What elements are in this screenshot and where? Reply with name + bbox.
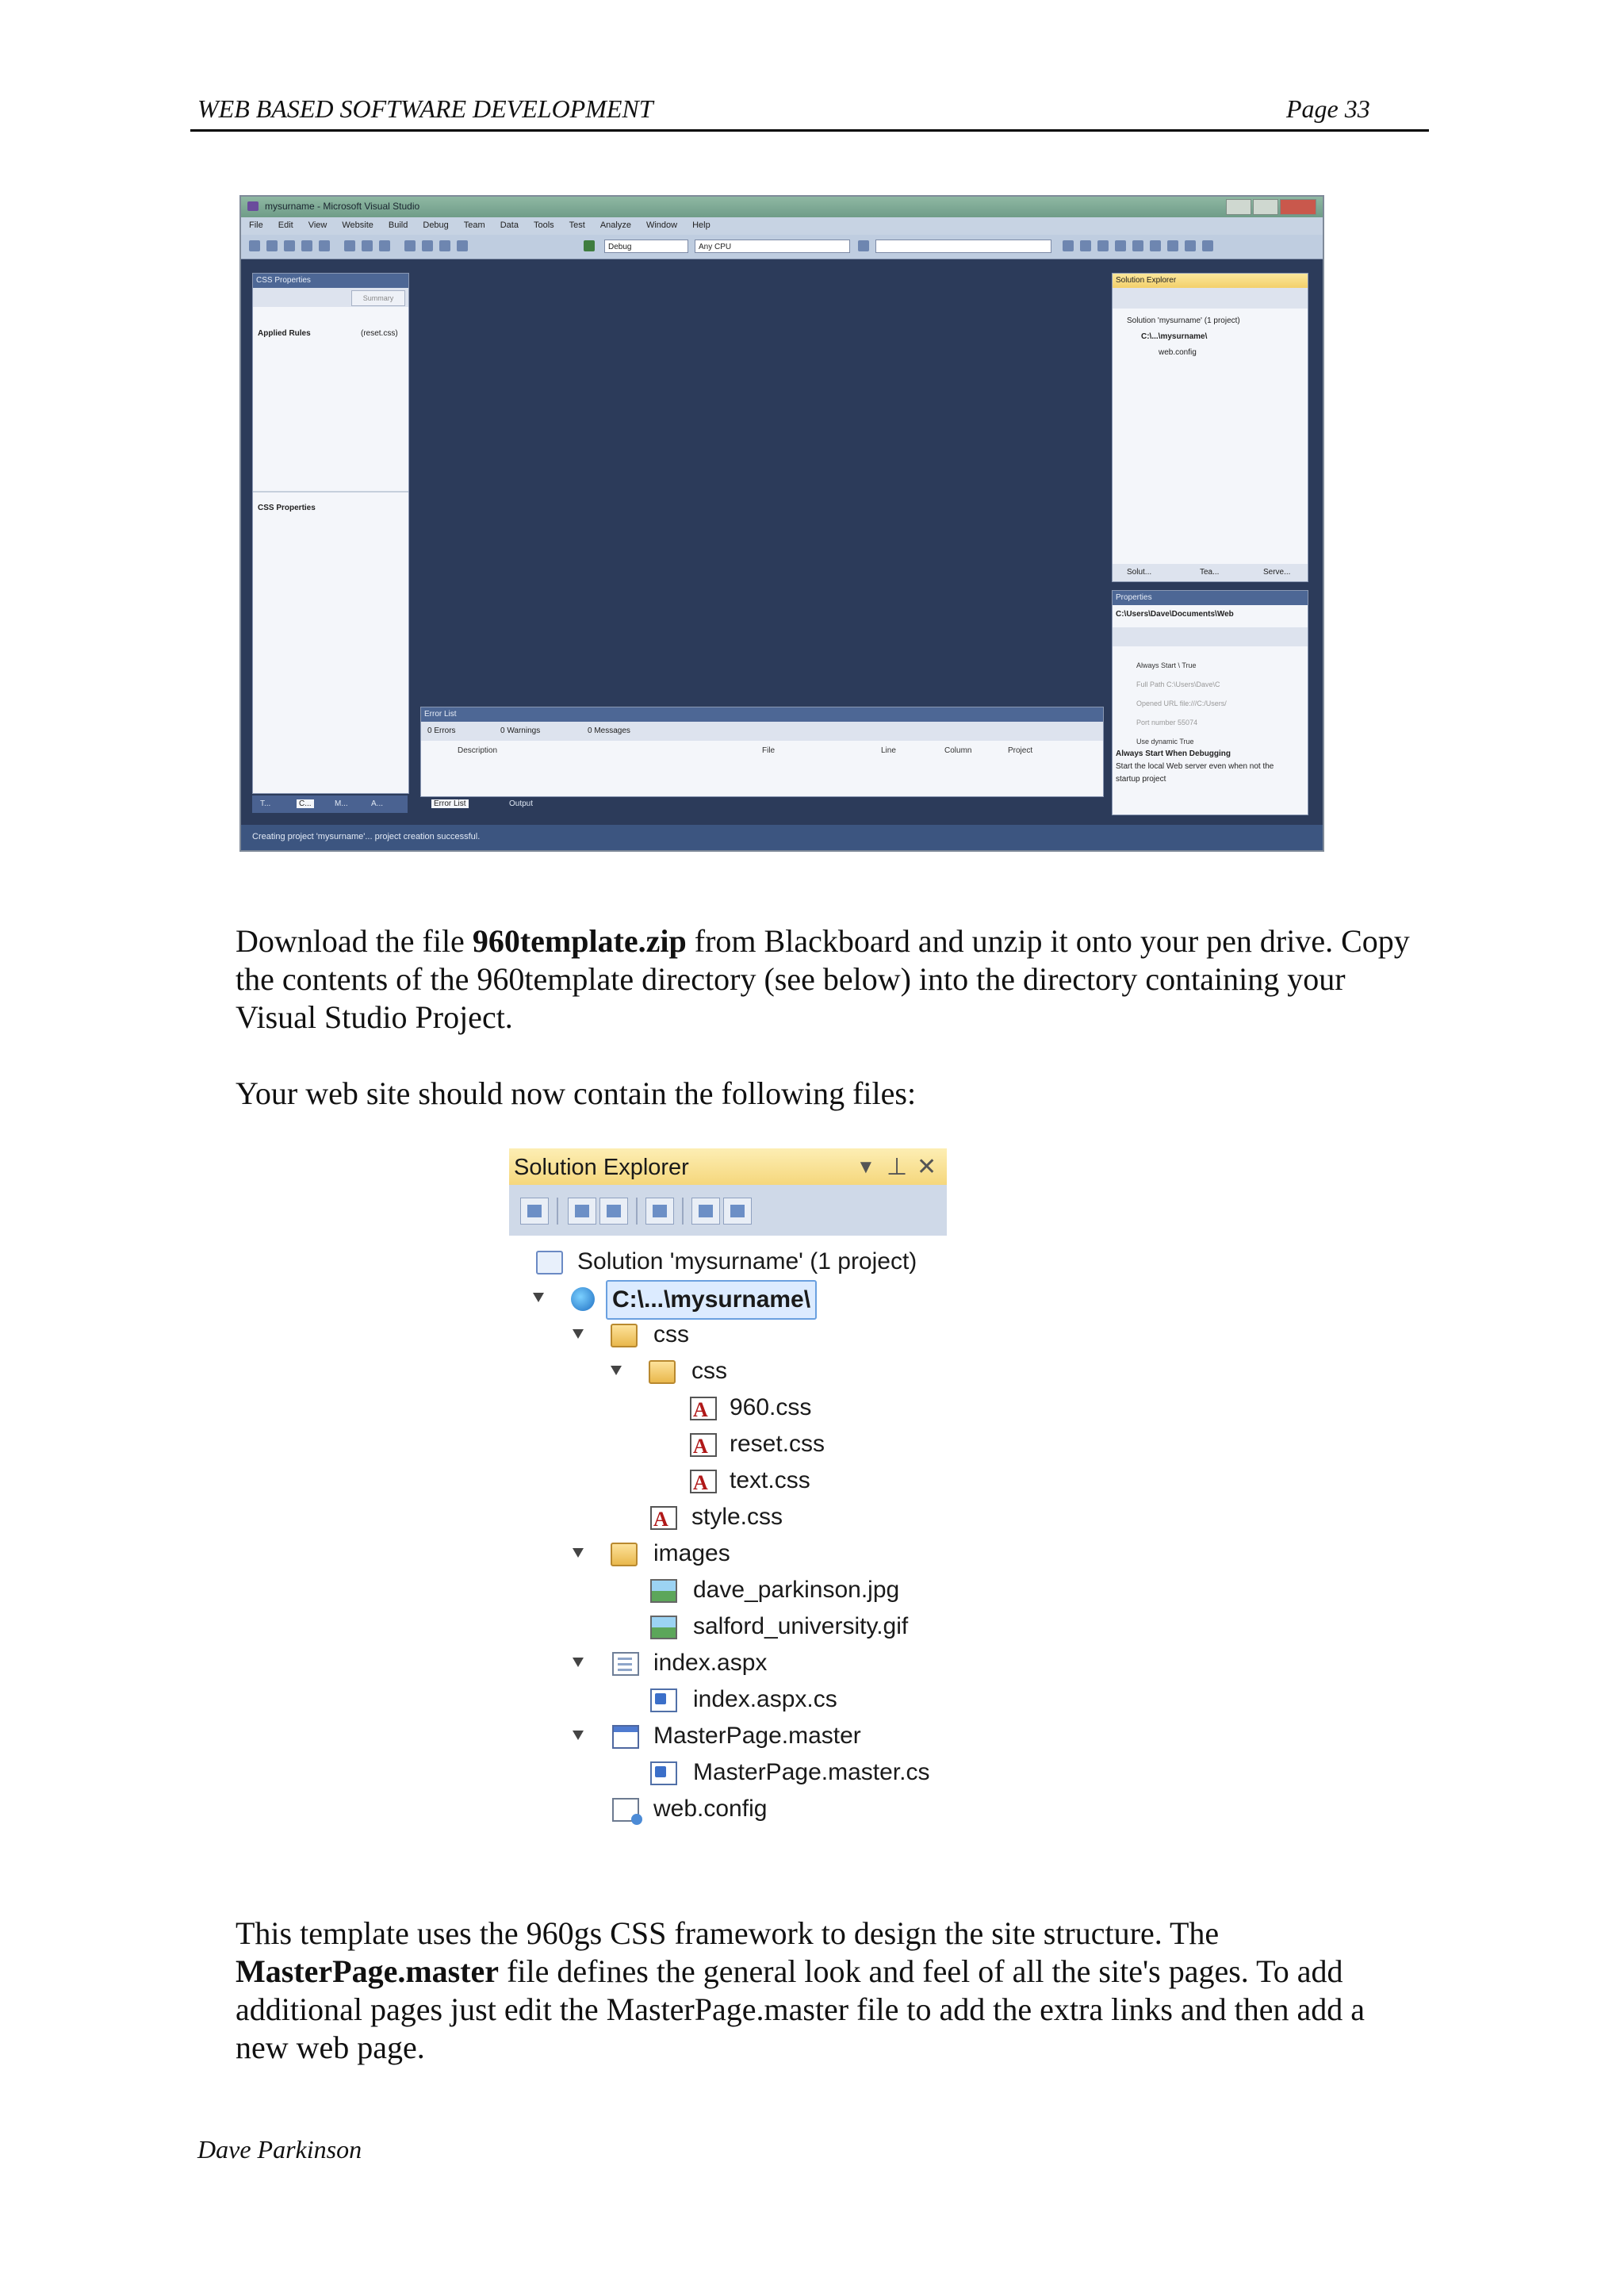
- error-list-tab[interactable]: Error List: [431, 799, 469, 808]
- visual-studio-screenshot: [239, 195, 1324, 852]
- tree-item-label: salford_university.gif: [693, 1613, 909, 1639]
- dropdown-icon[interactable]: ▼: [856, 1156, 875, 1178]
- aspx-page-icon: [612, 1652, 639, 1676]
- paragraph-template-description: [236, 1915, 1425, 2067]
- tree-item-label: images: [653, 1540, 730, 1566]
- properties-pane: [1112, 590, 1308, 815]
- menu-data[interactable]: Data: [500, 220, 519, 230]
- property-name: Port number: [1136, 719, 1176, 726]
- expand-arrow-icon[interactable]: [611, 1366, 622, 1375]
- copy-icon[interactable]: [362, 240, 373, 251]
- expand-arrow-icon[interactable]: [533, 1293, 544, 1302]
- solution-explorer-pane: [1112, 273, 1308, 582]
- start-page-icon[interactable]: [1150, 240, 1161, 251]
- toolbar-separator: [557, 1198, 558, 1225]
- property-name: Full Path: [1136, 680, 1165, 688]
- property-name: Always Start \: [1136, 661, 1181, 669]
- property-description-title: Always Start When Debugging: [1116, 749, 1231, 758]
- css-properties-label: CSS Properties: [258, 504, 316, 512]
- expand-arrow-icon[interactable]: [573, 1548, 584, 1558]
- menu-debug[interactable]: Debug: [423, 220, 449, 230]
- solution-explorer-titlebar: [509, 1148, 947, 1185]
- tree-item-label: Solution 'mysurname' (1 project): [577, 1248, 917, 1274]
- pane-splitter[interactable]: [253, 491, 408, 493]
- tree-item-label: index.aspx.cs: [693, 1686, 837, 1712]
- text-run: This template uses the 960gs CSS framework to design the site structure. The: [236, 1915, 1220, 1951]
- save-icon[interactable]: [301, 240, 312, 251]
- properties-title: Properties: [1113, 591, 1308, 605]
- view-in-browser-icon[interactable]: [691, 1198, 720, 1225]
- tree-item-label: MasterPage.master: [653, 1723, 861, 1749]
- menu-view[interactable]: View: [308, 220, 327, 230]
- expand-arrow-icon[interactable]: [573, 1658, 584, 1667]
- warnings-filter[interactable]: 0 Warnings: [500, 726, 541, 735]
- property-value: file:///C:/Users/: [1179, 700, 1227, 707]
- column-line[interactable]: Line: [881, 746, 896, 755]
- left-pane-tabs: [252, 795, 408, 813]
- error-list-filters: [421, 722, 1103, 741]
- applied-rules-label: Applied Rules: [258, 329, 311, 338]
- error-list-pane: [420, 707, 1104, 797]
- property-row[interactable]: [1136, 713, 1227, 732]
- save-all-icon[interactable]: [319, 240, 330, 251]
- team-explorer-tab[interactable]: Tea...: [1200, 568, 1220, 577]
- property-value: True: [1179, 738, 1194, 746]
- toolbar-separator: [682, 1198, 684, 1225]
- find-in-files-icon[interactable]: [1063, 240, 1074, 251]
- tree-item-label: reset.css: [730, 1431, 825, 1457]
- solution-explorer-title: Solution Explorer: [1113, 274, 1308, 288]
- css-properties-tab[interactable]: C...: [297, 799, 314, 808]
- folder-open-icon: [611, 1324, 638, 1347]
- error-list-columns: [421, 744, 1103, 760]
- find-combo[interactable]: [875, 240, 1051, 253]
- toolbar-options-icon[interactable]: [1202, 240, 1213, 251]
- tree-item-label: MasterPage.master.cs: [693, 1759, 930, 1785]
- maximize-button[interactable]: [1253, 199, 1278, 215]
- css-file-icon: [690, 1397, 717, 1420]
- web-config-node[interactable]: web.config: [1159, 348, 1197, 357]
- css-file-icon: [690, 1433, 717, 1457]
- zip-filename: 960template.zip: [472, 923, 687, 959]
- vs-window-title: mysurname - Microsoft Visual Studio: [265, 201, 420, 212]
- copy-website-icon[interactable]: [645, 1198, 674, 1225]
- tree-item-label: 960.css: [730, 1394, 812, 1420]
- folder-open-icon: [649, 1360, 676, 1384]
- column-column[interactable]: Column: [944, 746, 972, 755]
- menu-window[interactable]: Window: [645, 220, 678, 230]
- object-browser-icon[interactable]: [1115, 240, 1126, 251]
- tree-item-label: css: [653, 1321, 689, 1347]
- solution-configuration-select[interactable]: Debug: [604, 240, 688, 253]
- text-run: from Blackboard and unzip it onto your pen drive. Copy the contents of the 960template directory (see below) into the directory containing your Visual Studio Project.: [236, 923, 1410, 1035]
- column-file[interactable]: File: [762, 746, 776, 755]
- menu-website[interactable]: Website: [342, 220, 373, 230]
- toolbar-separator: [636, 1198, 638, 1225]
- visual-studio-icon: [247, 201, 259, 211]
- config-file-icon: [612, 1798, 639, 1822]
- solution-explorer-tabs: [1113, 564, 1308, 581]
- expand-arrow-icon[interactable]: [573, 1329, 584, 1339]
- vs-title-bar: [241, 197, 1323, 217]
- property-row[interactable]: [1136, 675, 1227, 694]
- menu-tools[interactable]: Tools: [533, 220, 554, 230]
- property-description-text: Start the local Web server even when not the startup project: [1116, 762, 1274, 784]
- solution-explorer-toolbar: [1113, 288, 1308, 309]
- header-rule: [190, 129, 1429, 132]
- running-header-title: WEB BASED SOFTWARE DEVELOPMENT: [197, 94, 653, 123]
- code-file-icon: [650, 1761, 677, 1785]
- tree-item-label: index.aspx: [653, 1650, 768, 1676]
- column-project[interactable]: Project: [1008, 746, 1033, 755]
- properties-toolbar: [1113, 627, 1308, 646]
- properties-icon[interactable]: [1097, 240, 1109, 251]
- tree-item-label: style.css: [691, 1504, 783, 1530]
- solution-explorer-title: Solution Explorer: [514, 1155, 689, 1180]
- tree-item-label: css: [691, 1358, 727, 1384]
- properties-icon[interactable]: [520, 1198, 549, 1225]
- menu-edit[interactable]: Edit: [278, 220, 293, 230]
- menu-analyze[interactable]: Analyze: [599, 220, 631, 230]
- extension-manager-icon[interactable]: [1167, 240, 1178, 251]
- css-properties-pane: [252, 273, 409, 794]
- pin-icon[interactable]: ⊥: [887, 1154, 908, 1180]
- vs-menu-bar: [241, 217, 1323, 235]
- solution-icon: [536, 1251, 563, 1274]
- paragraph-files-intro: Your web site should now contain the following files:: [236, 1075, 917, 1111]
- close-button[interactable]: [1280, 199, 1316, 215]
- menu-help[interactable]: Help: [692, 220, 710, 230]
- text-run: file defines the general look and feel of all the site's pages. To add additional pages just edit the MasterPage.master file to add the extra links and then add a new web page.: [236, 1953, 1365, 2065]
- command-window-icon[interactable]: [1185, 240, 1196, 251]
- property-description: [1116, 748, 1290, 786]
- page-number: Page 33: [1286, 94, 1370, 123]
- properties-grid: [1136, 656, 1227, 751]
- tree-item-label: web.config: [653, 1796, 768, 1822]
- expand-arrow-icon[interactable]: [573, 1731, 584, 1740]
- output-tab[interactable]: Output: [509, 799, 534, 808]
- image-file-icon: [650, 1579, 677, 1603]
- navigate-back-icon[interactable]: [439, 240, 450, 251]
- footer-author: Dave Parkinson: [197, 2135, 362, 2164]
- output-tabs: [420, 795, 1102, 813]
- solution-explorer-icon[interactable]: [1080, 240, 1091, 251]
- manage-styles-tab[interactable]: M...: [335, 799, 348, 808]
- menu-team[interactable]: Team: [463, 220, 485, 230]
- paragraph-download: [236, 922, 1425, 1037]
- vs-status-bar: [241, 825, 1323, 850]
- apply-styles-tab[interactable]: A...: [371, 799, 384, 808]
- solution-platform-select[interactable]: Any CPU: [695, 240, 850, 253]
- cut-icon[interactable]: [344, 240, 355, 251]
- code-file-icon: [650, 1688, 677, 1712]
- css-file-icon: [650, 1506, 677, 1530]
- status-text: Creating project 'mysurname'... project creation successful.: [252, 832, 481, 841]
- start-debugging-icon[interactable]: [584, 240, 595, 251]
- toolbox-tab[interactable]: T...: [260, 799, 271, 808]
- server-explorer-tab[interactable]: Serve...: [1263, 568, 1291, 577]
- property-name: Use dynamic: [1136, 738, 1178, 746]
- solution-explorer-screenshot: [509, 1148, 947, 1838]
- asp-net-configuration-icon[interactable]: [723, 1198, 752, 1225]
- close-icon[interactable]: ✕: [917, 1154, 937, 1180]
- menu-build[interactable]: Build: [388, 220, 408, 230]
- website-node[interactable]: C:\...\mysurname\: [1141, 332, 1208, 341]
- applied-rule-file[interactable]: (reset.css): [361, 329, 398, 338]
- property-value: C:\Users\Dave\C: [1166, 680, 1220, 688]
- errors-filter[interactable]: 0 Errors: [427, 726, 456, 735]
- text-run: Download the file: [236, 923, 473, 959]
- refresh-icon[interactable]: [568, 1198, 596, 1225]
- navigate-forward-icon[interactable]: [457, 240, 468, 251]
- window-controls: [1224, 199, 1316, 217]
- summary-button[interactable]: Summary: [351, 290, 405, 306]
- nest-related-files-icon[interactable]: [599, 1198, 628, 1225]
- menu-file[interactable]: File: [249, 220, 263, 230]
- menu-test[interactable]: Test: [569, 220, 585, 230]
- property-name: Opened URL: [1136, 700, 1178, 707]
- toolbox-icon[interactable]: [1132, 240, 1143, 251]
- add-item-icon[interactable]: [266, 240, 278, 251]
- property-row[interactable]: [1136, 694, 1227, 713]
- new-project-icon[interactable]: [249, 240, 260, 251]
- vs-toolbar: [241, 235, 1323, 259]
- folder-open-icon: [611, 1543, 638, 1566]
- property-value: 55074: [1178, 719, 1198, 726]
- find-icon[interactable]: [858, 240, 869, 251]
- property-row[interactable]: [1136, 656, 1227, 675]
- masterpage-filename: MasterPage.master: [236, 1953, 500, 1989]
- column-description[interactable]: Description: [458, 746, 498, 755]
- solution-explorer-tab[interactable]: Solut...: [1127, 568, 1152, 577]
- css-file-icon: [690, 1470, 717, 1493]
- error-list-title: Error List: [421, 707, 1103, 722]
- undo-icon[interactable]: [404, 240, 416, 251]
- css-properties-toolbar: [253, 288, 408, 307]
- paste-icon[interactable]: [379, 240, 390, 251]
- tree-item-label: text.css: [730, 1467, 810, 1493]
- website-globe-icon: [571, 1287, 595, 1311]
- image-file-icon: [650, 1616, 677, 1639]
- property-value: True: [1182, 661, 1197, 669]
- minimize-button[interactable]: [1226, 199, 1251, 215]
- redo-icon[interactable]: [422, 240, 433, 251]
- open-icon[interactable]: [284, 240, 295, 251]
- solution-node[interactable]: Solution 'mysurname' (1 project): [1127, 316, 1240, 325]
- solution-tree: [1127, 313, 1240, 361]
- master-page-icon: [612, 1725, 639, 1749]
- tree-item-label: C:\...\mysurname\: [606, 1280, 817, 1320]
- messages-filter[interactable]: 0 Messages: [588, 726, 630, 735]
- css-properties-title: CSS Properties: [253, 274, 408, 288]
- properties-object-select[interactable]: C:\Users\Dave\Documents\Web: [1116, 610, 1234, 619]
- tree-item-label: dave_parkinson.jpg: [693, 1577, 900, 1603]
- solution-explorer-toolbar: [509, 1185, 947, 1236]
